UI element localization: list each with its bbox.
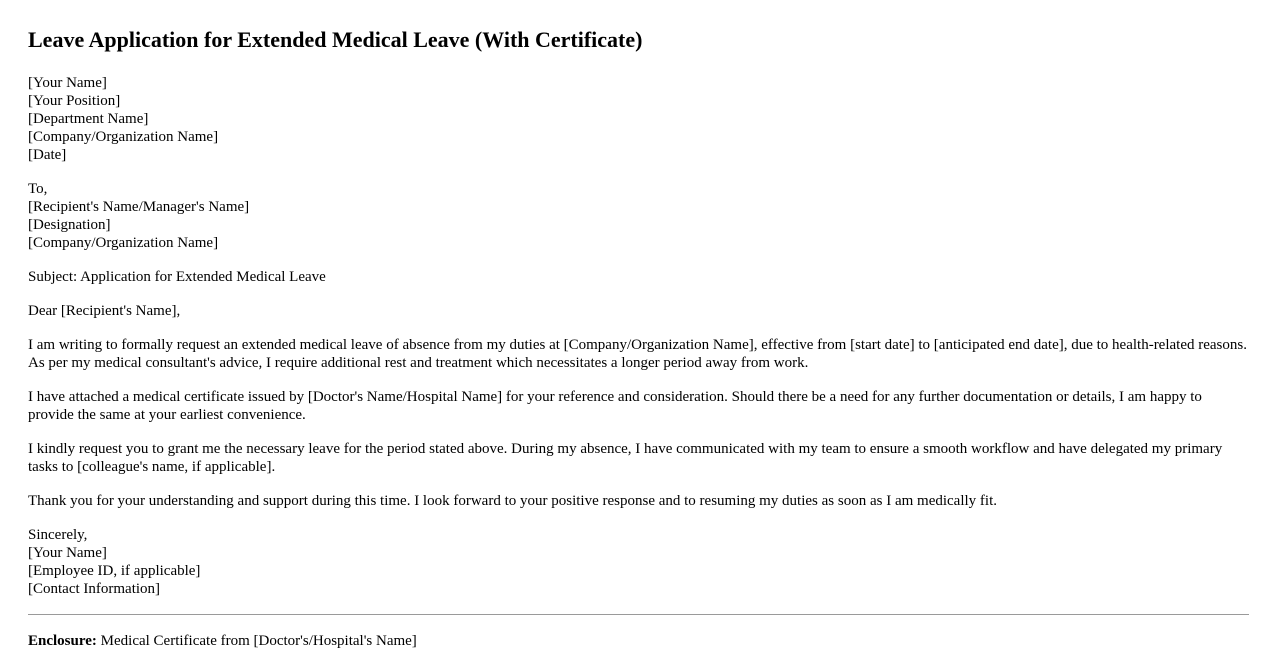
recipient-to: To,	[28, 181, 48, 197]
closing-block	[28, 526, 1250, 598]
body-paragraph-2: I have attached a medical certificate issued by [Doctor's Name/Hospital Name] for your reference and consideration. Should there be a need for any further documentation or details, I am happy to provide the same at your earliest convenience.	[28, 389, 1202, 423]
recipient-block	[28, 180, 1250, 252]
sender-department: [Department Name]	[28, 111, 149, 127]
sender-date: [Date]	[28, 147, 67, 163]
body-paragraph-3: I kindly request you to grant me the necessary leave for the period stated above. During my absence, I have communicated with my team to ensure a smooth workflow and have delegated my primary tasks to [colleague's name, if applicable].	[28, 441, 1223, 475]
sender-position: [Your Position]	[28, 93, 121, 109]
closing-employee-id: [Employee ID, if applicable]	[28, 563, 201, 579]
closing-name: [Your Name]	[28, 545, 107, 561]
closing-contact: [Contact Information]	[28, 581, 161, 597]
enclosure	[28, 632, 1250, 650]
recipient-company: [Company/Organization Name]	[28, 235, 219, 251]
divider	[28, 614, 1249, 615]
salutation: Dear [Recipient's Name],	[28, 303, 181, 319]
body-paragraph-4: Thank you for your understanding and support during this time. I look forward to your positive response and to resuming my duties as soon as I am medically fit.	[28, 493, 997, 509]
subject-line: Subject: Application for Extended Medical Leave	[28, 269, 326, 285]
body-paragraph-1: I am writing to formally request an extended medical leave of absence from my duties at [Company/Organization Name], effective from [start date] to [anticipated end date], due to health-related reasons. As per my medical consultant's advice, I require additional rest and treatment which necessitates a longer period away from work.	[28, 337, 1247, 371]
closing-signoff: Sincerely,	[28, 527, 88, 543]
sender-company: [Company/Organization Name]	[28, 129, 219, 145]
enclosure-text: Medical Certificate from [Doctor's/Hospital's Name]	[96, 633, 417, 649]
enclosure-label: Enclosure:	[28, 633, 97, 649]
sender-name: [Your Name]	[28, 75, 107, 91]
page-title: Leave Application for Extended Medical Leave (With Certificate)	[28, 27, 643, 52]
sender-block	[28, 74, 1250, 164]
recipient-name: [Recipient's Name/Manager's Name]	[28, 199, 250, 215]
recipient-designation: [Designation]	[28, 217, 111, 233]
